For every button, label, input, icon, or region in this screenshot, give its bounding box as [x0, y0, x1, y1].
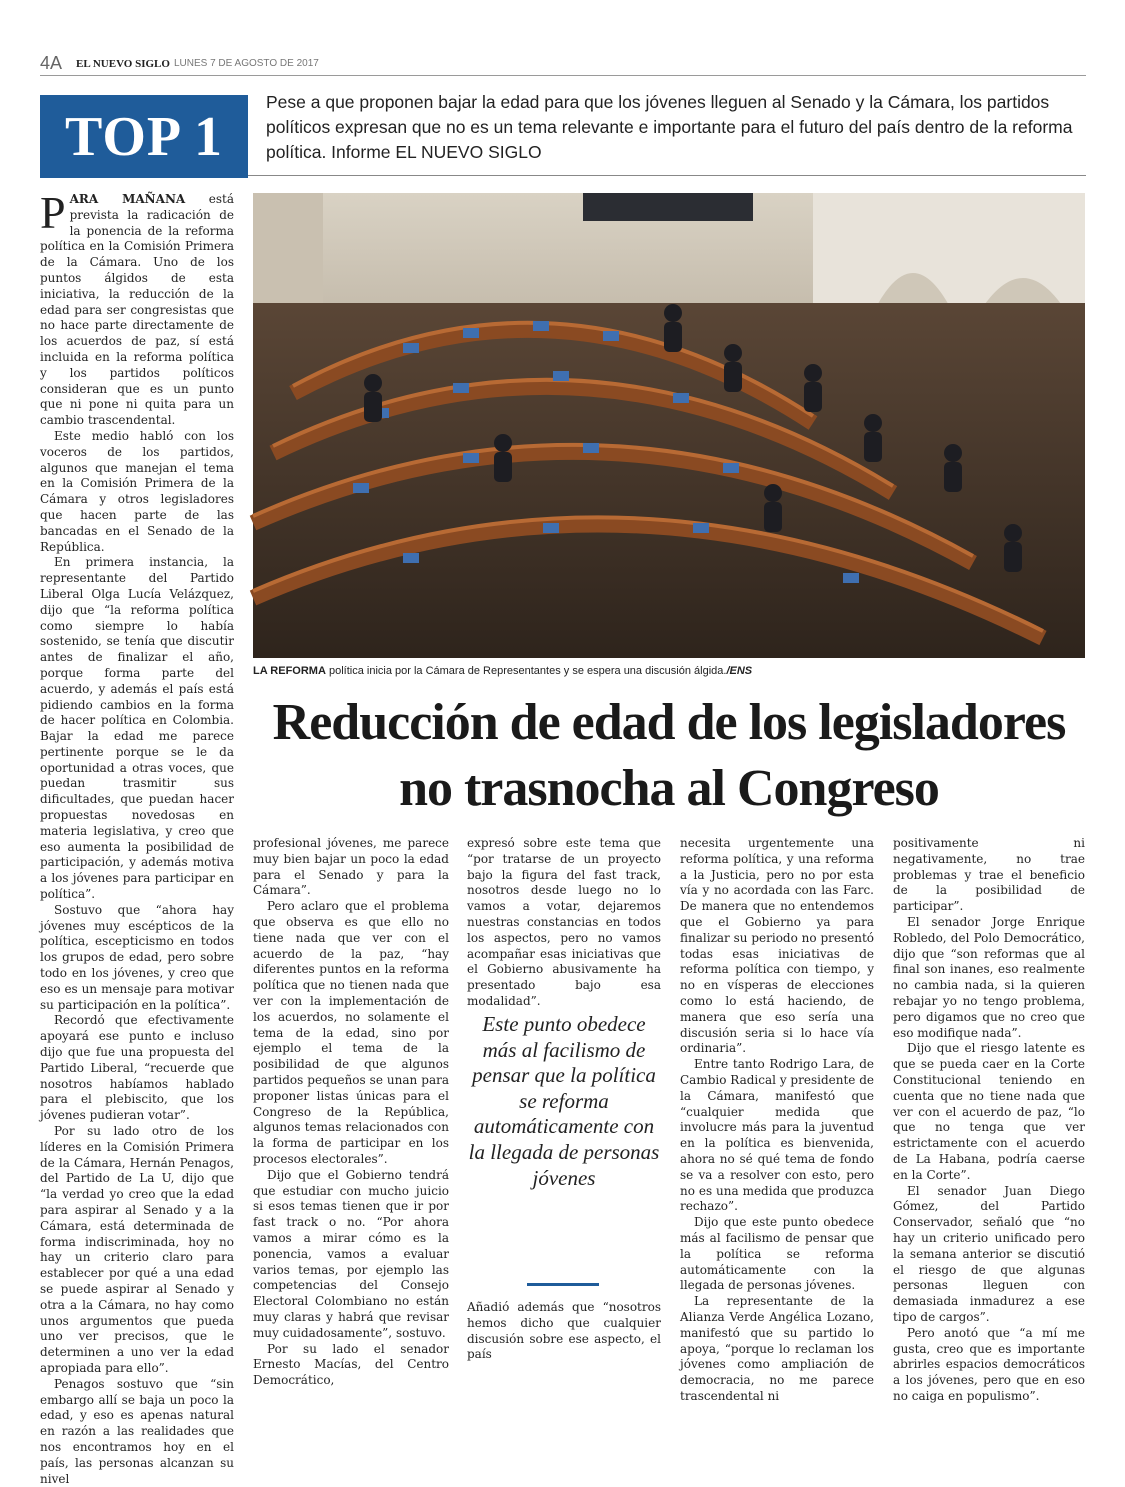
body-paragraph: Penagos sostuvo que “sin embargo allí se baja un poco la edad, y eso es apenas natural en razón a las realidades que nos encontramos hoy en el país, las personas alcanzan su nivel [40, 1376, 234, 1486]
body-paragraph: Entre tanto Rodrigo Lara, de Cambio Radical y presidente de la Cámara, manifestó que “cualquier medida que involucre más para la juventud en la política es bienvenida, ahora no sé qué tema de fondo se va a resolver con esto, pero no es una medida que produzca rechazo”. [680, 1057, 874, 1214]
body-paragraph: Dijo que el riesgo latente es que se pueda caer en la Corte Constitucional teniendo en cuenta que no tiene nada que ver con el acuerdo de paz, “lo que no tenga que ver estrictamente con el acuerdo de La Habana, podría caerse en la Corte”. [893, 1041, 1085, 1182]
body-paragraph: El senador Jorge Enrique Robledo, del Polo Democrático, dijo que “son reformas que al final son inanes, eso realmente no cambia nada, si la quieren rebajar yo no tengo problema, pero digamos que no creo que eso modifique nada”. [893, 914, 1085, 1040]
photo-caption [253, 665, 1085, 677]
body-paragraph: positivamente ni negativamente, no trae problemas y trae el beneficio de la posibilidad de participar”. [893, 836, 1085, 914]
body-paragraph: El senador Juan Diego Gómez, del Partido Conservador, señaló que “no hay un criterio unificado pero la semana anterior se discutió el riesgo de que algunas personas lleguen con demasiada inmadurez a ese tipo de cargos”. [893, 1183, 1085, 1324]
body-paragraph: Este medio habló con los voceros de los partidos, algunos que manejan el tema en la Comisión Primera de la Cámara y otros legisladores que hacen parte de las bancadas en el Senado de la República. [40, 428, 234, 554]
body-column-4 [680, 836, 874, 1403]
body-paragraph: Pero aclaro que el problema que observa es que ello no tiene nada que ver con el acuerdo de la paz, “hay diferentes puntos en la reforma política que no tienen nada que ver con la implementación de los acuerdos, no solamente el tema de la edad, sino por ejemplo el tema de la posibilidad de que algunos partidos pequeños se unan para proponer listas únicas para el Congreso de la República, algunos temas relacionados con la forma de participar en los procesos electorales”. [253, 899, 449, 1166]
page-folio [40, 52, 1086, 76]
newspaper-name: EL NUEVO SIGLO [76, 57, 170, 70]
headline-line-1: Reducción de edad de los legisladores [272, 694, 1066, 751]
photo-credit: /ENS [726, 665, 753, 677]
chamber-illustration [253, 193, 1085, 658]
pull-quote-rule [527, 1283, 599, 1286]
body-column-3 [467, 836, 661, 1006]
congress-chamber-photo [253, 193, 1085, 658]
body-paragraph: Dijo que el Gobierno tendrá que estudiar con mucho juicio si esos temas tienen que ir por fast track o no. “Por ahora vamos a mirar cómo es la ponencia, vamos a evaluar varios temas, por ejemplo las competencias del Consejo Electoral Colombiano no están muy claras y habrá que revisar muy cuidadosamente”, sostuvo. [253, 1167, 449, 1340]
body-paragraph: La representante de la Alianza Verde Angélica Lozano, manifestó que su partido lo apoya, “porque lo reclaman los jóvenes como ampliación de democracia, no me parece trascendental ni [680, 1294, 874, 1403]
kicker-divider [248, 175, 1086, 176]
body-column-5 [893, 836, 1085, 1403]
page-number: 4A [40, 53, 63, 73]
issue-date: LUNES 7 DE AGOSTO DE 2017 [173, 58, 319, 69]
headline [253, 690, 1085, 822]
pull-quote: Este punto obedece más al facilismo de pensar que la política se reforma automáticamente con la llegada de personas jóvenes [468, 1012, 660, 1190]
body-column-1 [40, 187, 234, 1486]
body-paragraph: Sostuvo que “ahora hay jóvenes muy escépticos de la política, escepticismo en todos los grupos de edad, pero sobre todo en los jóvenes, y creo que eso es un mensaje para motivar su participación en la política”. [40, 902, 234, 1012]
article-kicker: Pese a que proponen bajar la edad para que los jóvenes lleguen al Senado y la Cámara, los partidos políticos expresan que no es un tema relevante e importante para el futuro del país dentro de la reforma política. Informe EL NUEVO SIGLO [266, 92, 1073, 162]
lead-text: está prevista la radicación de la ponencia de la reforma política en la Comisión Primera de la Cámara. Uno de los puntos álgidos de esta iniciativa, la reducción de la edad para ser congresistas que no hace parte directamente de los acuerdos de paz, sí está incluida en la reforma política y los partidos políticos consideran que es un punto que ni pone ni quita para un cambio trascendental. [40, 192, 234, 428]
body-paragraph: Por su lado el senador Ernesto Macías, del Centro Democrático, [253, 1341, 449, 1388]
caption-lead: LA REFORMA [253, 665, 326, 677]
body-paragraph: expresó sobre este tema que “por tratarse de un proyecto bajo la figura del fast track, nosotros desde luego no lo vamos a votar, dejaremos nuestras constancias en todos los aspectos, pero no vamos acompañar esas iniciativas que el Gobierno abusivamente ha presentado bajo esa modalidad”. [467, 836, 661, 1008]
section-tag: TOP 1 [40, 95, 248, 178]
body-paragraph: Dijo que este punto obedece más al facilismo de pensar que la política se reforma automáticamente con la llegada de personas jóvenes. [680, 1215, 874, 1293]
lead-caps: ARA MAÑANA [69, 192, 186, 206]
body-column-3-continued [467, 1300, 661, 1360]
body-paragraph: Añadió además que “nosotros hemos dicho que cualquier discusión sobre ese aspecto, el país [467, 1300, 661, 1362]
body-paragraph: Recordó que efectivamente apoyará ese punto e incluso dijo que fue una propuesta del Partido Liberal, “recuerde que nosotros habíamos hablado para el plebiscito, que los jóvenes pudieran votar”. [40, 1013, 234, 1123]
body-paragraph: En primera instancia, la representante del Partido Liberal Olga Lucía Velázquez, dijo que “la reforma política como siempre lo había sostenido, se tenía que discutir antes de finalizar el año, porque forma parte del acuerdo, y además el país está pidiendo cambios en la forma de hacer política en Colombia. Bajar la edad me parece pertinente porque se le da oportunidad a otras voces, que puedan trasmitir sus dificultades, que puedan hacer propuestas novedosas en materia legislativa, y creo que eso aumenta la posibilidad de participación, y además motiva a los jóvenes para participar en política”. [40, 555, 234, 902]
body-column-2 [253, 836, 449, 1388]
drop-cap: P [40, 187, 66, 238]
body-paragraph: profesional jóvenes, me parece muy bien bajar un poco la edad para el Senado y para la Cámara”. [253, 836, 449, 898]
caption-text: política inicia por la Cámara de Representantes y se espera una discusión álgida. [325, 665, 727, 677]
lead-paragraph [40, 187, 234, 429]
body-paragraph: Por su lado otro de los líderes en la Comisión Primera de la Cámara, Hernán Penagos, del Partido de La U, dijo que “la verdad yo creo que la edad para aspirar al Senado y a la Cámara, está determinada de forma indiscriminada, hoy no hay un criterio claro para establecer por qué a una edad se puede aspirar al Senado y otra a la Cámara, no hay como unos argumentos que pueda uno ver precisos, que le determinen a uno ver la edad apropiada para ello”. [40, 1124, 234, 1375]
body-paragraph: necesita urgentemente una reforma política, y una reforma a la Justicia, pero no por esta vía y no acordada con las Farc. De manera que no entendemos que el Gobierno ya para finalizar su periodo no presentó todas esas iniciativas de reforma política con tiempo, y no en vísperas de elecciones como lo está haciendo, de manera que eso sería una discusión seria si lo hace vía ordinaria”. [680, 836, 874, 1056]
body-paragraph: Pero anotó que “a mí me gusta, creo que es importante abrirles espacios democráticos a los jóvenes, pero que en eso no caiga en populismo”. [893, 1325, 1085, 1403]
headline-line-2: no trasnocha al Congreso [399, 760, 939, 817]
